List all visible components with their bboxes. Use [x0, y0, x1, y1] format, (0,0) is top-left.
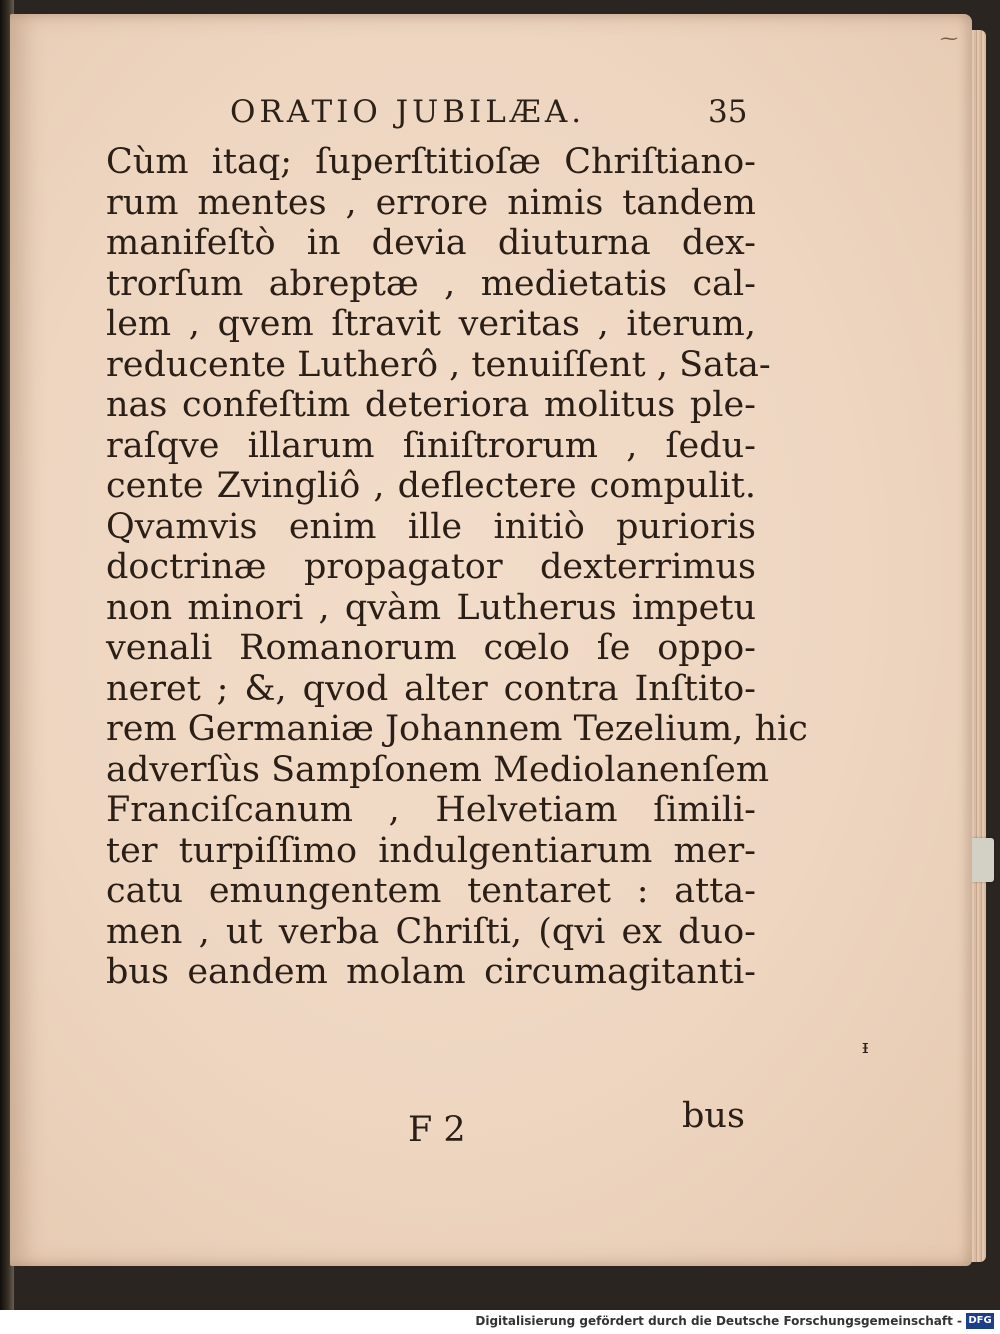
signature-mark: F 2: [408, 1110, 466, 1150]
text-line: non minori , qvàm Lutherus impetu: [106, 587, 756, 628]
text-line: venali Romanorum cœlo ſe oppo-: [106, 628, 756, 668]
text-line: manifeſtò in devia diuturna dex-: [106, 223, 756, 263]
body-text: [106, 142, 808, 993]
text-line: bus eandem molam circumagitanti-: [106, 952, 756, 992]
footer-credit: Digitalisierung gefördert durch die Deutsche Forschungsgemeinschaft -: [475, 1314, 962, 1328]
text-line: catu emungentem tentaret : atta-: [106, 871, 756, 911]
page-number: 35: [708, 94, 748, 130]
text-line: ter turpiſſimo indulgentiarum mer-: [106, 830, 756, 871]
text-line: reducente Lutherô , tenuiſſent , Sata-: [106, 344, 771, 385]
book-page: [10, 14, 972, 1266]
text-line: lem , qvem ſtravit veritas , iterum,: [106, 304, 756, 344]
text-line: Qvamvis enim ille initiò purioris: [106, 506, 756, 547]
text-line: rum mentes , errore nimis tandem: [106, 182, 756, 223]
margin-mark: ᵻ: [862, 1034, 869, 1058]
text-line: rem Germaniæ Johannem Tezelium, hic: [106, 709, 808, 749]
text-line: Cùm itaq; ſuperſtitioſæ Chriſtiano-: [106, 142, 756, 182]
catchword: bus: [682, 1096, 745, 1136]
text-line: neret ; &, qvod alter contra Inſtito-: [106, 668, 756, 709]
corner-mark: ⁓: [940, 28, 958, 49]
text-line: adverſùs Sampſonem Mediolanenſem: [106, 749, 770, 790]
text-line: cente Zvingliô , deflectere compulit.: [106, 466, 756, 506]
running-head: ORATIO JUBILÆA.: [230, 94, 586, 130]
dfg-logo: DFG: [966, 1313, 994, 1329]
text-line: doctrinæ propagator dexterrimus: [106, 547, 756, 587]
text-line: Franciſcanum , Helvetiam ſimili-: [106, 790, 756, 830]
text-line: raſqve illarum ſiniſtrorum , ſedu-: [106, 425, 756, 466]
text-line: men , ut verba Chriſti, (qvi ex duo-: [106, 911, 756, 952]
footer-bar: [0, 1310, 1000, 1334]
text-line: nas confeſtim deteriora molitus ple-: [106, 385, 756, 425]
text-line: trorſum abreptæ , medietatis cal-: [106, 263, 756, 304]
